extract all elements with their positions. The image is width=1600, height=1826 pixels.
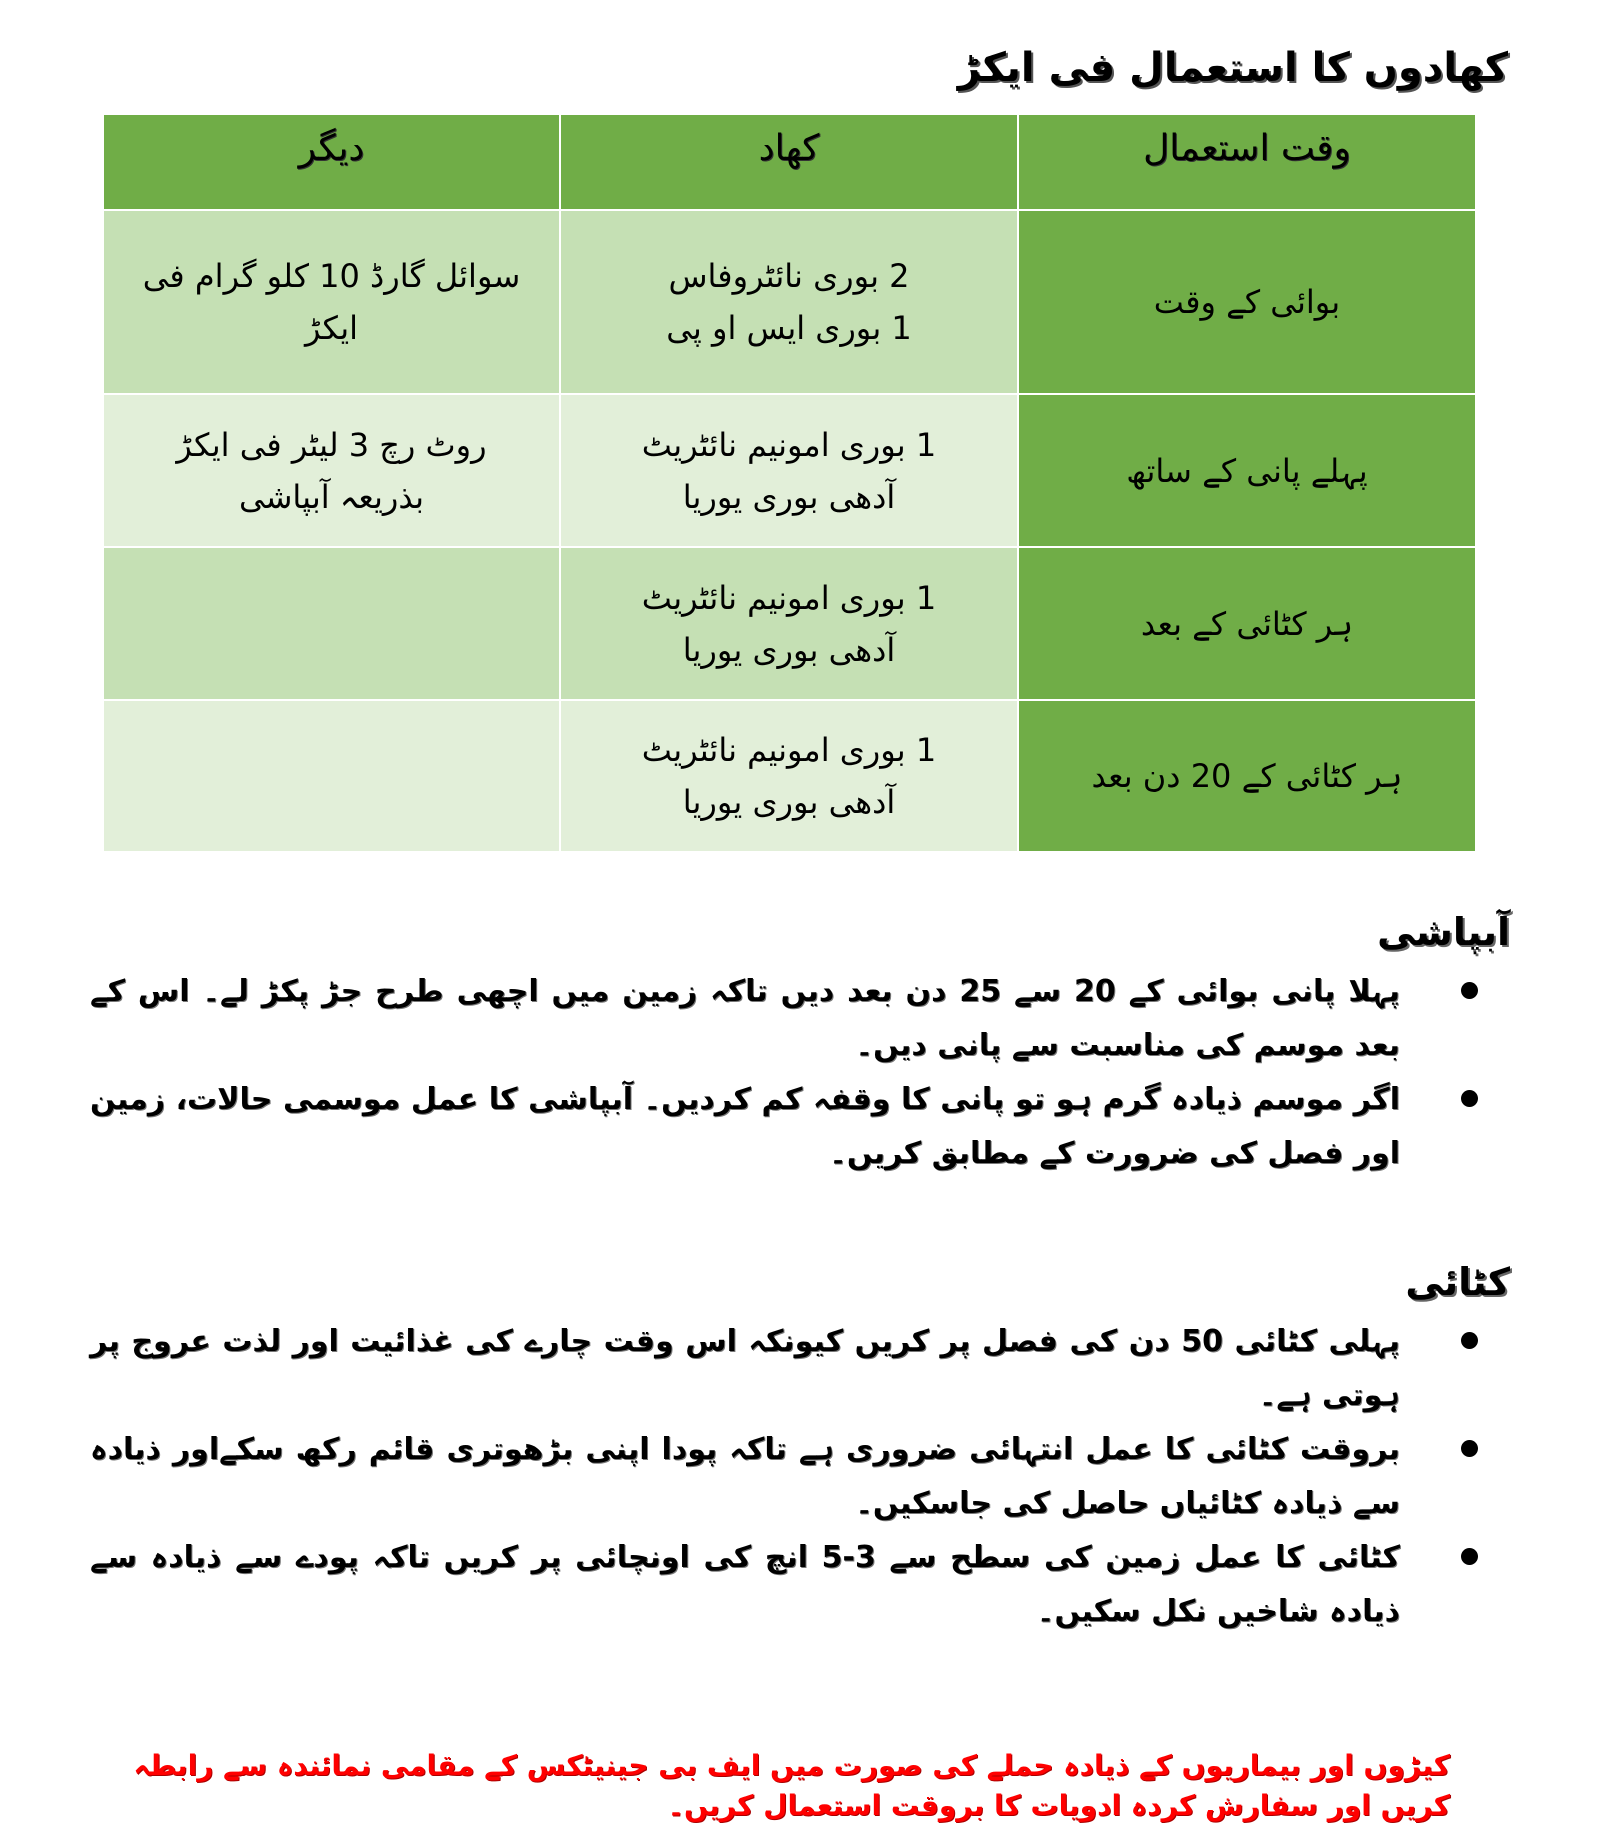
harvest-heading: کٹائی — [1405, 1260, 1510, 1304]
bullet-icon — [1461, 1090, 1478, 1107]
header-other: دیگر — [103, 114, 560, 210]
other-cell — [103, 547, 560, 700]
other-cell — [103, 210, 560, 394]
bullet-icon — [1461, 1440, 1478, 1457]
list-item-text: اگر موسم ذیادہ گرم ہو تو پانی کا وقفہ کم کردیں۔ آبپاشی کا عمل موسمی حالات، زمین اور فصل کی ضرورت کے مطابق کریں۔ — [90, 1082, 1400, 1171]
time-cell: ہر کٹائی کے بعد — [1018, 547, 1476, 700]
table-row — [103, 700, 1476, 852]
table-row — [103, 210, 1476, 394]
list-item — [90, 1073, 1510, 1181]
bullet-icon — [1461, 982, 1478, 999]
fertilizer-line: آدھی بوری یوریا — [682, 783, 896, 821]
other-line: سوائل گارڈ 10 کلو گرام فی — [142, 257, 521, 295]
fertilizer-cell — [560, 210, 1018, 394]
fertilizer-line: 1 بوری ایس او پی — [666, 309, 912, 347]
table-row — [103, 547, 1476, 700]
header-fertilizer: کھاد — [560, 114, 1018, 210]
table-row — [103, 394, 1476, 547]
time-cell: ہر کٹائی کے 20 دن بعد — [1018, 700, 1476, 852]
time-cell: پہلے پانی کے ساتھ — [1018, 394, 1476, 547]
other-cell — [103, 394, 560, 547]
fertilizer-line: آدھی بوری یوریا — [682, 477, 896, 516]
list-item — [90, 965, 1510, 1073]
header-time: وقت استعمال — [1018, 114, 1476, 210]
harvest-list — [90, 1315, 1510, 1639]
list-item-text: پہلی کٹائی 50 دن کی فصل پر کریں کیونکہ اس وقت چارے کی غذائیت اور لذت عروج پر ہوتی ہے۔ — [90, 1324, 1400, 1413]
fertilizer-cell — [560, 700, 1018, 852]
bullet-icon — [1461, 1548, 1478, 1565]
list-item — [90, 1531, 1510, 1639]
page-title: کھادوں کا استعمال فی ایکڑ — [957, 44, 1508, 91]
pest-warning-note: کیڑوں اور بیماریوں کے ذیادہ حملے کی صورت میں ایف بی جینیٹکس کے مقامی نمائندہ سے رابطہ کریں اور سفارش کردہ ادویات کا بروقت استعمال کریں۔ — [133, 1749, 1450, 1822]
fertilizer-line: آدھی بوری یوریا — [682, 630, 896, 669]
irrigation-heading: آبپاشی — [1377, 910, 1510, 954]
fertilizer-cell — [560, 394, 1018, 547]
other-line: روٹ رچ 3 لیٹر فی ایکڑ — [176, 425, 487, 464]
list-item — [90, 1315, 1510, 1423]
list-item — [90, 1423, 1510, 1531]
list-item-text: بروقت کٹائی کا عمل انتہائی ضروری ہے تاکہ پودا اپنی بڑھوتری قائم رکھ سکےاور ذیادہ سے ذیادہ کٹائیاں حاصل کی جاسکیں۔ — [90, 1432, 1400, 1521]
harvest-section — [90, 1255, 1510, 1639]
irrigation-list — [90, 965, 1510, 1181]
list-item-text: کٹائی کا عمل زمین کی سطح سے 3-5 انچ کی اونچائی پر کریں تاکہ پودے سے ذیادہ سے ذیادہ شاخیں نکل سکیں۔ — [90, 1540, 1400, 1629]
irrigation-section — [90, 905, 1510, 1181]
fertilizer-line: 1 بوری امونیم نائٹریٹ — [641, 578, 937, 617]
time-cell: بوائی کے وقت — [1018, 210, 1476, 394]
other-line: بذریعہ آبپاشی — [238, 477, 425, 516]
list-item-text: پہلا پانی بوائی کے 20 سے 25 دن بعد دیں تاکہ زمین میں اچھی طرح جڑ پکڑ لے۔ اس کے بعد موسم کی مناسبت سے پانی دیں۔ — [90, 974, 1401, 1063]
fertilizer-table — [102, 113, 1477, 853]
fertilizer-line: 2 بوری نائٹروفاس — [668, 257, 910, 295]
fertilizer-line: 1 بوری امونیم نائٹریٹ — [641, 731, 937, 769]
other-cell — [103, 700, 560, 852]
other-line: ایکڑ — [304, 309, 359, 347]
table-header-row — [103, 114, 1476, 210]
bullet-icon — [1461, 1332, 1478, 1349]
fertilizer-cell — [560, 547, 1018, 700]
fertilizer-line: 1 بوری امونیم نائٹریٹ — [641, 425, 937, 464]
